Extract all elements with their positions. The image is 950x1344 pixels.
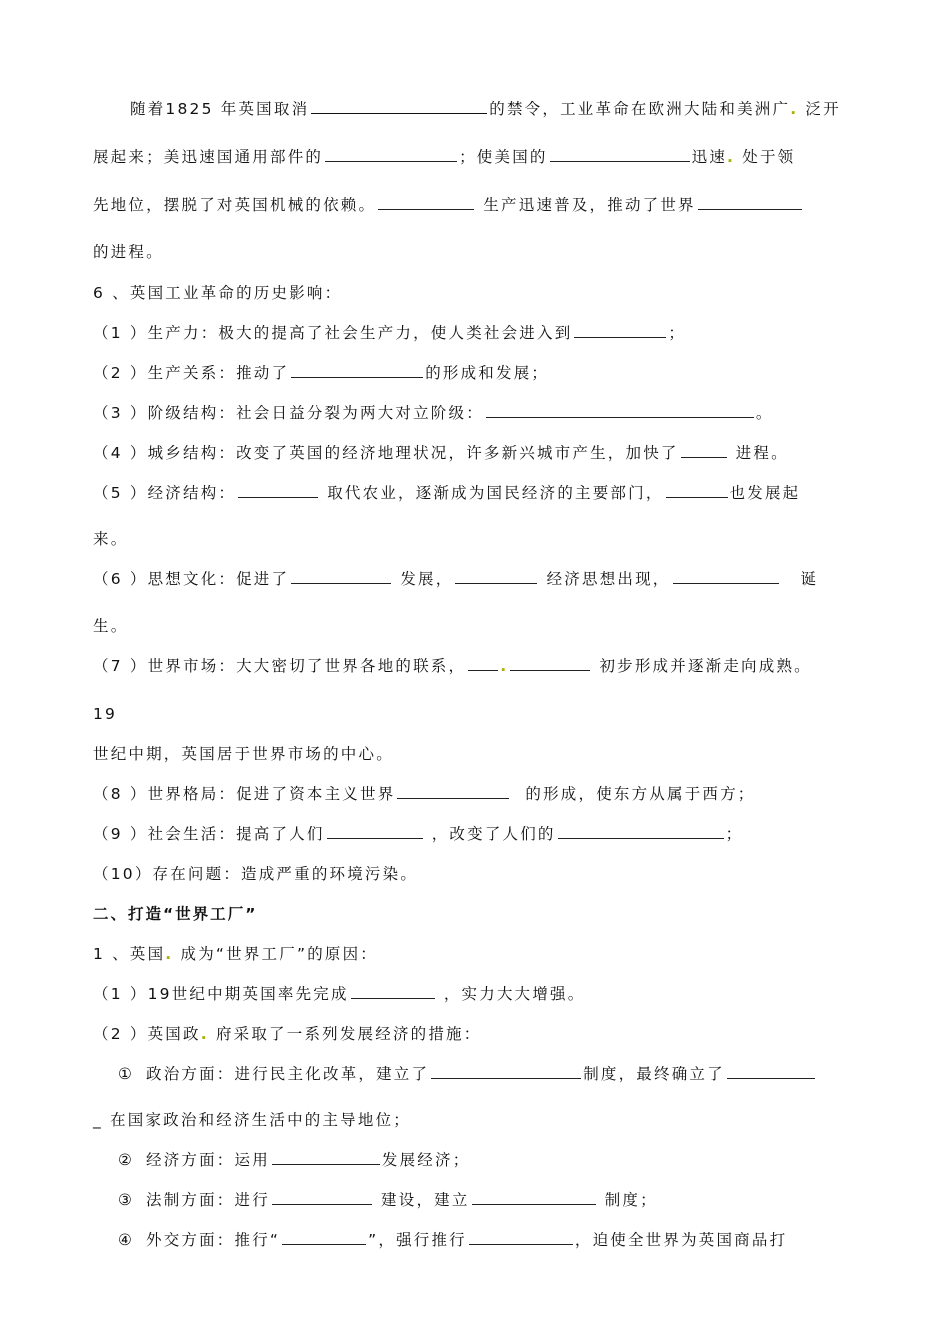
circled-number: ③ (118, 1191, 135, 1209)
fill-blank[interactable] (550, 147, 690, 162)
fill-blank[interactable] (673, 569, 779, 584)
fill-blank[interactable] (311, 99, 487, 114)
dot-mark: . (500, 657, 509, 675)
circled-number: ④ (118, 1231, 135, 1249)
fill-blank[interactable] (472, 1190, 596, 1205)
text: （9 ）社会生活：提高了人们 (93, 825, 325, 843)
item-3 (93, 403, 870, 423)
text: 。 (755, 404, 774, 422)
text: ，改变了人们的 (431, 825, 556, 843)
fill-blank[interactable] (558, 824, 724, 839)
fill-blank[interactable] (510, 656, 590, 671)
para1-line4: 的进程。 (93, 243, 164, 261)
para1-line1 (130, 99, 870, 119)
fill-blank[interactable] (469, 1230, 573, 1245)
fill-blank[interactable] (727, 1064, 815, 1079)
text: （5 ）经济结构： (93, 484, 237, 502)
fill-blank[interactable] (325, 147, 457, 162)
fill-blank[interactable] (351, 984, 435, 999)
fill-blank[interactable] (238, 483, 318, 498)
text: 泛开 (805, 100, 841, 118)
text: ； (668, 324, 687, 342)
text: ，实力大大增强。 (443, 985, 586, 1003)
item-6 (93, 569, 870, 589)
fill-blank[interactable] (378, 195, 474, 210)
text: 迅速 (691, 148, 728, 166)
item-10: （10）存在问题：造成严重的环境污染。 (93, 865, 419, 883)
text: 发展， (400, 570, 454, 588)
text: 建设，建立 (381, 1191, 470, 1209)
text: 经济方面：运用 (146, 1151, 270, 1169)
section6-title: 6 、英国工业革命的历史影响： (93, 284, 343, 302)
text: 处于领 (742, 148, 796, 166)
reason-1 (93, 984, 870, 1004)
item-9 (93, 824, 870, 844)
fill-blank[interactable] (282, 1230, 366, 1245)
fill-blank[interactable] (574, 323, 666, 338)
fill-blank[interactable] (272, 1190, 372, 1205)
text: 成为“世界工厂”的原因： (180, 945, 378, 963)
item-5 (93, 483, 870, 503)
text: 法制方面：进行 (146, 1191, 270, 1209)
text: 制度，最终确立了 (583, 1065, 725, 1083)
fill-blank[interactable] (291, 569, 391, 584)
dot-mark: . (727, 148, 736, 166)
text: 发展经济； (381, 1151, 471, 1169)
item-6-cont: 生。 (93, 617, 129, 635)
reason-2 (93, 1024, 870, 1044)
text: 的形成，使东方从属于西方； (525, 785, 756, 803)
text: （1 ）19世纪中期英国率先完成 (93, 985, 349, 1003)
text: 展起来；美迅速国通用部件的 (93, 148, 324, 166)
fill-blank[interactable] (431, 1064, 581, 1079)
text: 初步形成并逐渐走向成熟。 (599, 657, 812, 675)
text: （7 ）世界市场：大大密切了世界各地的联系， (93, 657, 467, 675)
item-1 (93, 323, 870, 343)
text: 诞 (800, 570, 819, 588)
item-7 (93, 656, 870, 676)
text: 外交方面：推行“ (146, 1231, 281, 1249)
text: （2 ）生产关系：推动了 (93, 364, 290, 382)
text: 经济思想出现， (546, 570, 671, 588)
para1-line2 (93, 147, 870, 167)
text: 1 、英国 (93, 945, 166, 963)
text: （2 ）英国政 (93, 1025, 201, 1043)
fill-blank[interactable] (468, 656, 498, 671)
item-4 (93, 443, 870, 463)
item-5-cont: 来。 (93, 530, 129, 548)
item-8 (93, 784, 870, 804)
text: 取代农业，逐渐成为国民经济的主要部门， (327, 484, 664, 502)
text: 政治方面：进行民主化改革，建立了 (146, 1065, 430, 1083)
dot-mark: . (200, 1025, 209, 1043)
text: 随着1825 年英国取消 (130, 100, 310, 118)
text: ； (725, 825, 744, 843)
text: 先地位，摆脱了对英国机械的依赖。 (93, 196, 377, 214)
fill-blank[interactable] (327, 824, 423, 839)
text: 府采取了一系列发展经济的措施： (215, 1025, 482, 1043)
text: 进程。 (735, 444, 789, 462)
circled-number: ① (118, 1065, 135, 1083)
text: （4 ）城乡结构：改变了英国的经济地理状况，许多新兴城市产生，加快了 (93, 444, 679, 462)
text: 生产迅速普及，推动了世界 (483, 196, 696, 214)
dot-mark: . (790, 100, 799, 118)
item-7-cont: 世纪中期，英国居于世界市场的中心。 (93, 745, 394, 763)
measure-3 (118, 1190, 870, 1210)
text: ，迫使全世界为英国商品打 (574, 1231, 788, 1249)
text: ；使美国的 (459, 148, 548, 166)
measure-1-cont: _ 在国家政治和经济生活中的主导地位； (93, 1111, 411, 1129)
text: 的禁令，工业革命在欧洲大陆和美洲广 (489, 100, 791, 118)
fill-blank[interactable] (291, 363, 423, 378)
measure-2 (118, 1150, 870, 1170)
circled-number: ② (118, 1151, 135, 1169)
text: （3 ）阶级结构：社会日益分裂为两大对立阶级： (93, 404, 484, 422)
section2-title: 二、打造“世界工厂” (93, 905, 258, 923)
fill-blank[interactable] (397, 784, 509, 799)
fill-blank[interactable] (681, 443, 727, 458)
fill-blank[interactable] (666, 483, 728, 498)
dot-mark: . (165, 945, 174, 963)
text: 的形成和发展； (425, 364, 550, 382)
measure-1 (118, 1064, 870, 1084)
fill-blank[interactable] (455, 569, 537, 584)
text: ”，强行推行 (368, 1231, 467, 1249)
item-2 (93, 363, 870, 383)
para1-line3 (93, 195, 870, 215)
sec2-item1 (93, 944, 870, 964)
text: （1 ）生产力：极大的提高了社会生产力，使人类社会进入到 (93, 324, 573, 342)
measure-4 (118, 1230, 870, 1250)
fill-blank[interactable] (698, 195, 802, 210)
text: （8 ）世界格局：促进了资本主义世界 (93, 785, 396, 803)
item-7-number: 19 (93, 705, 118, 723)
text: （6 ）思想文化：促进了 (93, 570, 290, 588)
text: 也发展起 (729, 484, 801, 502)
fill-blank[interactable] (486, 403, 754, 418)
fill-blank[interactable] (272, 1150, 380, 1165)
text: 制度； (604, 1191, 658, 1209)
